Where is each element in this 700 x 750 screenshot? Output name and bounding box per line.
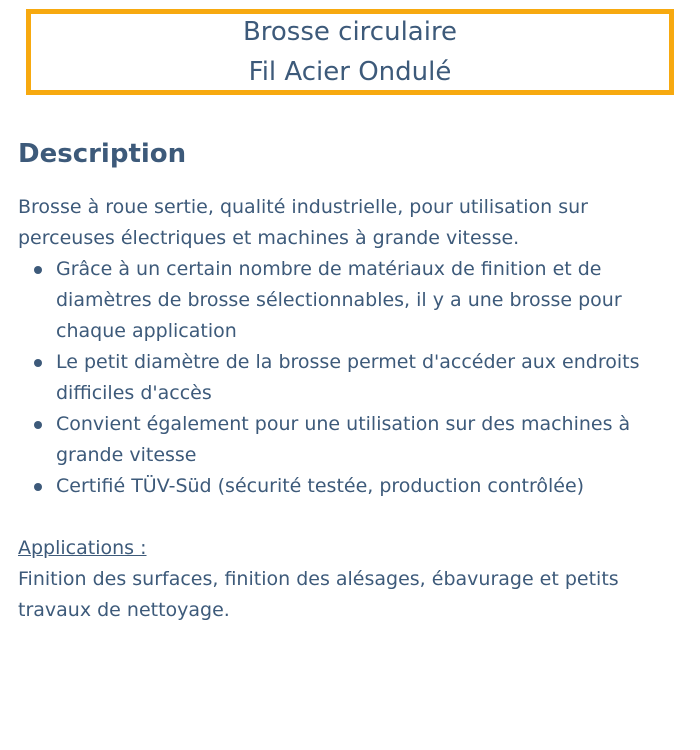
description-intro: Brosse à roue sertie, qualité industrielle, pour utilisation sur perceuses électriques et machines à grande vitesse. xyxy=(18,196,588,249)
product-title-box xyxy=(26,9,674,95)
description-heading: Description xyxy=(18,139,187,169)
feature-list-item xyxy=(56,471,678,502)
bullet-icon xyxy=(34,483,42,491)
feature-list xyxy=(18,254,678,502)
applications-text: Finition des surfaces, finition des alésages, ébavurage et petits travaux de nettoyage. xyxy=(18,568,619,621)
applications-label: Applications : xyxy=(18,537,147,559)
feature-text: Le petit diamètre de la brosse permet d'accéder aux endroits difficiles d'accès xyxy=(56,351,640,404)
bullet-icon xyxy=(34,421,42,429)
feature-text: Certifié TÜV-Süd (sécurité testée, production contrôlée) xyxy=(56,475,585,497)
product-title-line-2: Fil Acier Ondulé xyxy=(248,57,452,87)
product-title-line-1: Brosse circulaire xyxy=(242,17,458,47)
product-content xyxy=(18,136,678,626)
feature-list-item xyxy=(56,347,678,409)
bullet-icon xyxy=(34,359,42,367)
feature-text: Convient également pour une utilisation sur des machines à grande vitesse xyxy=(56,413,631,466)
feature-list-item xyxy=(56,409,678,471)
bullet-icon xyxy=(34,266,42,274)
feature-list-item xyxy=(56,254,678,347)
feature-text: Grâce à un certain nombre de matériaux de finition et de diamètres de brosse sélectionnables, il y a une brosse pour chaque application xyxy=(56,258,622,342)
